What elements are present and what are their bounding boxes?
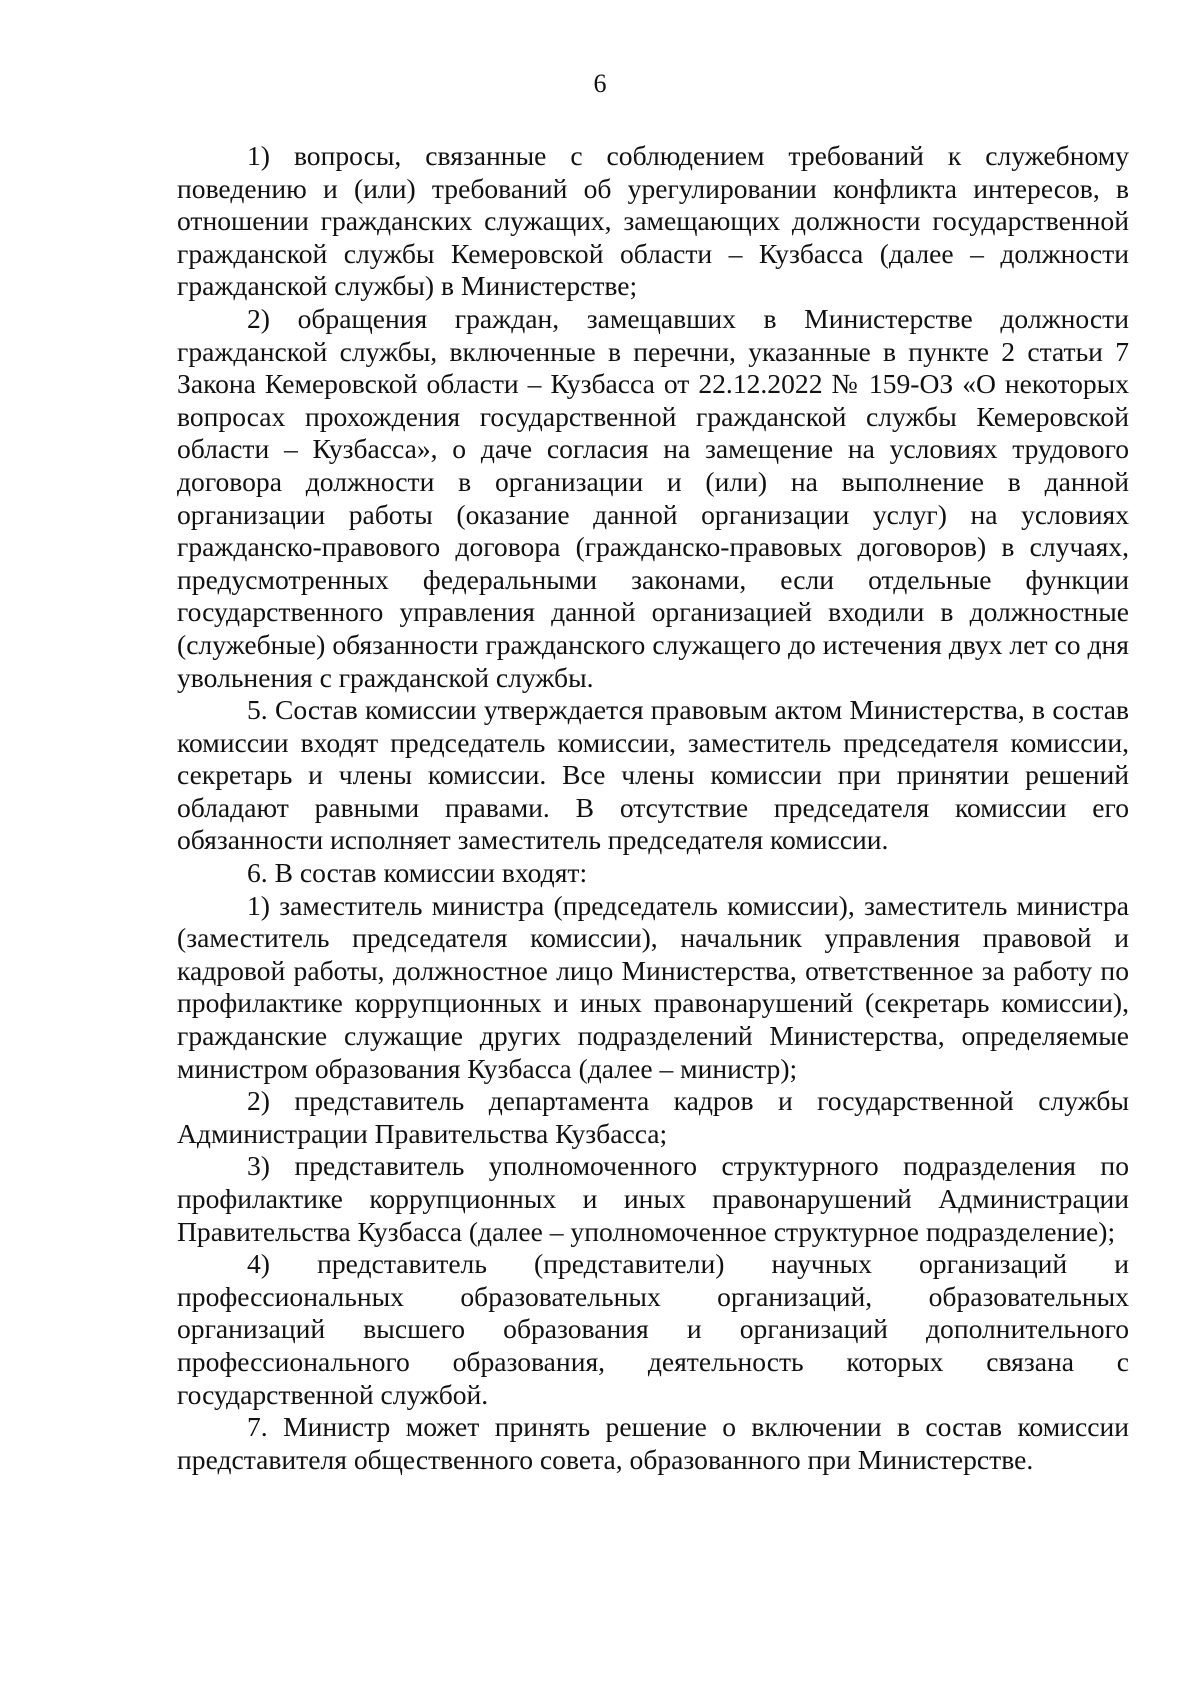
paragraph-clause-7: 7. Министр может принять решение о включении в состав комиссии представителя общественного совета, образованного при Министерстве. [177,1411,1129,1475]
paragraph-item-1: 1) вопросы, связанные с соблюдением требований к служебному поведению и (или) требований об урегулировании конфликта интересов, в отношении гражданских служащих, замещающих должности государственной гражданской службы Кемеровской области – Кузбасса (далее – должности гражданской службы) в Министерстве; [177,140,1129,302]
paragraph-clause-6: 6. В состав комиссии входят: [247,857,588,889]
paragraph-clause-6-item-3: 3) представитель уполномоченного структурного подразделения по профилактике коррупционных и иных правонарушений Администрации Правительства Кузбасса (далее – уполномоченное структурное подразделение); [177,1150,1129,1247]
paragraph-clause-6-item-4: 4) представитель (представители) научных организаций и профессиональных образовательных организаций, образовательных организаций высшего образования и организаций дополнительного профессионального образования, деятельность которых связана с государственной службой. [177,1248,1129,1410]
document-body [177,140,1129,1476]
paragraph-item-2: 2) обращения граждан, замещавших в Министерстве должности гражданской службы, включенные в перечни, указанные в пункте 2 статьи 7 Закона Кемеровской области – Кузбасса от 22.12.2022 № 159-ОЗ «О некоторых вопросах прохождения государственной гражданской службы Кемеровской области – Кузбасса», о даче согласия на замещение на условиях трудового договора должности в организации и (или) на выполнение в данной организации работы (оказание данной организации услуг) на условиях гражданско-правового договора (гражданско-правовых договоров) в случаях, предусмотренных федеральными законами, если отдельные функции государственного управления данной организацией входили в должностные (служебные) обязанности гражданского служащего до истечения двух лет со дня увольнения с гражданской службы. [177,302,1129,693]
page-number: 6 [593,69,607,98]
paragraph-clause-6-item-1: 1) заместитель министра (председатель комиссии), заместитель министра (заместитель председателя комиссии), начальник управления правовой и кадровой работы, должностное лицо Министерства, ответственное за работу по профилактике коррупционных и иных правонарушений (секретарь комиссии), гражданские служащие других подразделений Министерства, определяемые министром образования Кузбасса (далее – министр); [177,889,1129,1084]
paragraph-clause-6-item-2: 2) представитель департамента кадров и государственной службы Администрации Правительства Кузбасса; [177,1085,1129,1149]
paragraph-clause-5: 5. Состав комиссии утверждается правовым актом Министерства, в состав комиссии входят председатель комиссии, заместитель председателя комиссии, секретарь и члены комиссии. Все члены комиссии при принятии решений обладают равными правами. В отсутствие председателя комиссии его обязанности исполняет заместитель председателя комиссии. [177,694,1129,856]
